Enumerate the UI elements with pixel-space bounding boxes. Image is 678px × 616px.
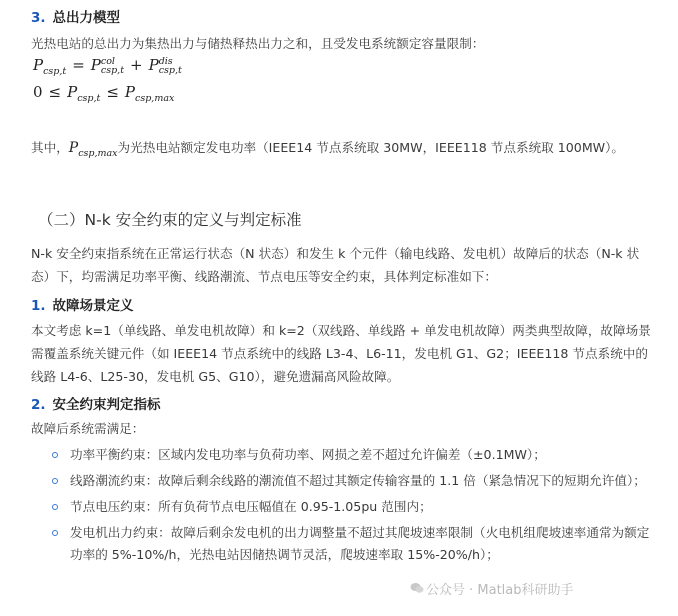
bullet-circle-icon [52, 452, 58, 458]
heading-number: 1. [31, 298, 46, 314]
heading-text: 总出力模型 [52, 10, 121, 26]
heading-fault-scenario [31, 294, 134, 314]
heading-text: 故障场景定义 [52, 298, 134, 314]
section-title-nk-security: （二）N-k 安全约束的定义与判定标准 [38, 211, 302, 229]
list-item: 功率平衡约束：区域内发电功率与负荷功率、网损之差不超过允许偏差（±0.1MW）； [52, 444, 657, 466]
bullet-circle-icon [52, 530, 58, 536]
paragraph-fault-scenario: 本文考虑 k=1（单线路、单发电机故障）和 k=2（双线路、单线路 + 单发电机故障）两类典型故障，故障场景需覆盖系统关键元件（如 IEEE14 节点系统中的线路 L3-4、L6-11，发电机 G1、G2；IEEE118 节点系统中的线路 L4-6、L25-30，发电机 G5、G10），避免遗漏高风险故障。 [31, 323, 651, 384]
bullet-circle-icon [52, 478, 58, 484]
list-item: 发电机出力约束：故障后剩余发电机的出力调整量不超过其爬坡速率限制（火电机组爬坡速率通常为额定功率的 5%-10%/h，光热电站因储热调节灵活，爬坡速率取 15%-20%/h）； [52, 522, 657, 566]
heading-number: 3. [31, 10, 46, 26]
heading-text: 安全约束判定指标 [52, 397, 161, 413]
paragraph-total-output: 光热电站的总出力为集热出力与储热释热出力之和，且受发电系统额定容量限制： [31, 36, 485, 51]
paragraph-rated-power: 其中，$P_{csp,max}$为光热电站额定发电功率（IEEE14 节点系统取 30MW，IEEE118 节点系统取 100MW）。 [31, 140, 625, 159]
paragraph-nk-definition: N-k 安全约束指系统在正常运行状态（N 状态）和发生 k 个元件（输电线路、发电机）故障后的状态（N-k 状态）下，均需满足功率平衡、线路潮流、节点电压等安全约束，具体判定标准如下： [31, 246, 640, 284]
equation-total-output: $P_{csp,t} = P$ col csp,t + P dis csp,t [33, 56, 182, 77]
constraint-list [52, 444, 657, 570]
heading-security-indicators [31, 393, 161, 413]
watermark: 公众号 · Matlab科研助手 [426, 583, 574, 598]
equation-capacity-limit: $0 \le P_{csp,t} \le P_{csp,max}$ [33, 83, 175, 104]
wechat-icon [410, 582, 424, 594]
list-item: 线路潮流约束：故障后剩余线路的潮流值不超过其额定传输容量的 1.1 倍（紧急情况下的短期允许值）； [52, 470, 657, 492]
heading-total-output-model [31, 6, 120, 26]
list-item: 节点电压约束：所有负荷节点电压幅值在 0.95-1.05pu 范围内； [52, 496, 657, 518]
bullet-circle-icon [52, 504, 58, 510]
heading-number: 2. [31, 397, 46, 413]
paragraph-post-fault: 故障后系统需满足： [31, 421, 145, 436]
